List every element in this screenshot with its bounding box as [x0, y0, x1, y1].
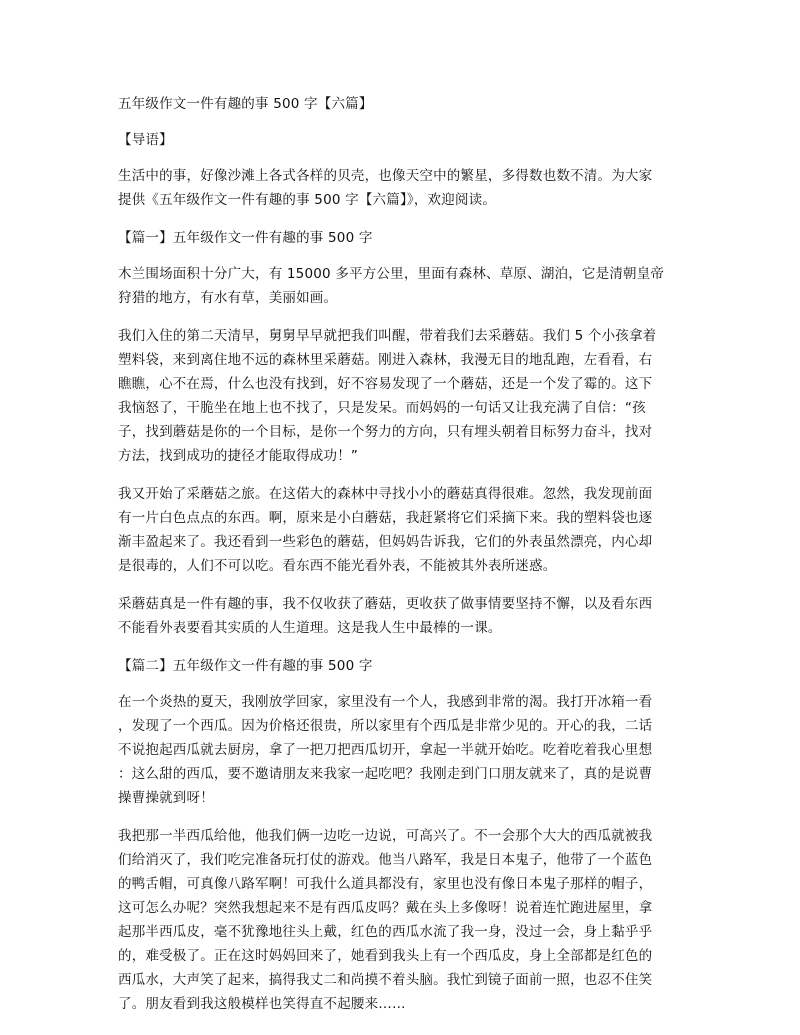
- section-1-paragraph-2: [118, 324, 690, 468]
- section-2-paragraph-2: [118, 824, 690, 1016]
- text-line: 在一个炎热的夏天，我刚放学回家，家里没有一个人，我感到非常的渴。我打开冰箱一看: [118, 694, 653, 710]
- text-line: 不说抱起西瓜就去厨房，拿了一把刀把西瓜切开，拿起一半就开始吃。吃着吃着我心里想: [118, 742, 653, 758]
- text-line: 西瓜水，大声笑了起来，搞得我丈二和尚摸不着头脑。我忙到镜子面前一照，也忍不住笑: [118, 972, 653, 988]
- section-1-paragraph-3: [118, 482, 690, 578]
- text-line: 的鸭舌帽，可真像八路军啊！可我什么道具都没有，家里也没有像日本鬼子那样的帽子，: [118, 876, 653, 892]
- text-line: 了。朋友看到我这般模样也笑得直不起腰来……: [118, 996, 406, 1012]
- text-line: 生活中的事，好像沙滩上各式各样的贝壳，也像天空中的繁星，多得数也数不清。为大家: [118, 168, 653, 184]
- text-line: 渐丰盈起来了。我还看到一些彩色的蘑菇，但妈妈告诉我，它们的外表虽然漂亮，内心却: [118, 534, 653, 550]
- text-line: 我又开始了采蘑菇之旅。在这偌大的森林中寻找小小的蘑菇真得很难。忽然，我发现前面: [118, 486, 653, 502]
- section-1-paragraph-4: [118, 592, 690, 640]
- text-line: 塑料袋，来到离住地不远的森林里采蘑菇。刚进入森林，我漫无目的地乱跑，左看看，右: [118, 352, 653, 368]
- text-line: 瞧瞧，心不在焉，什么也没有找到，好不容易发现了一个蘑菇，还是一个发了霉的。这下: [118, 376, 653, 392]
- text-line: 操曹操就到呀！: [118, 790, 214, 806]
- text-line: ：这么甜的西瓜，要不邀请朋友来我家一起吃吧？我刚走到门口朋友就来了，真的是说曹: [118, 766, 653, 782]
- text-line: 起那半西瓜皮，毫不犹豫地往头上戴，红色的西瓜水流了我一身，没过一会，身上黏乎乎: [118, 924, 653, 940]
- text-line: 的，难受极了。正在这时妈妈回来了，她看到我头上有一个西瓜皮，身上全部都是红色的: [118, 948, 653, 964]
- text-line: 有一片白色点点的东西。啊，原来是小白蘑菇，我赶紧将它们采摘下来。我的塑料袋也逐: [118, 510, 653, 526]
- section-1-paragraph-1: [118, 262, 690, 310]
- guide-heading: 【导语】: [118, 132, 173, 148]
- text-line: 采蘑菇真是一件有趣的事，我不仅收获了蘑菇，更收获了做事情要坚持不懈，以及看东西: [118, 596, 653, 612]
- text-line: 我恼怒了，干脆坐在地上也不找了，只是发呆。而妈妈的一句话又让我充满了自信：“孩: [118, 400, 646, 416]
- text-line: 我把那一半西瓜给他，他我们俩一边吃一边说，可高兴了。不一会那个大大的西瓜就被我: [118, 828, 653, 844]
- text-line: 方法，找到成功的捷径才能取得成功！”: [118, 448, 359, 464]
- document-title: 五年级作文一件有趣的事 500 字【六篇】: [118, 96, 373, 112]
- text-line: 们给消灭了，我们吃完准备玩打仗的游戏。他当八路军，我是日本鬼子，他带了一个蓝色: [118, 852, 653, 868]
- text-line: 木兰围场面积十分广大，有 15000 多平方公里，里面有森林、草原、湖泊，它是清朝皇帝: [118, 266, 665, 282]
- section-2-heading: 【篇二】五年级作文一件有趣的事 500 字: [118, 658, 373, 674]
- text-line: 我们入住的第二天清早，舅舅早早就把我们叫醒，带着我们去采蘑菇。我们 5 个小孩拿着: [118, 328, 657, 344]
- text-line: ，发现了一个西瓜。因为价格还很贵，所以家里有个西瓜是非常少见的。开心的我，二话: [118, 718, 653, 734]
- section-2-paragraph-1: [118, 690, 690, 810]
- text-line: 是很毒的，人们不可以吃。看东西不能光看外表，不能被其外表所迷惑。: [118, 558, 557, 574]
- text-line: 狩猎的地方，有水有草，美丽如画。: [118, 290, 338, 306]
- text-line: 不能看外表要看其实质的人生道理。这是我人生中最棒的一课。: [118, 620, 502, 636]
- text-line: 子，找到蘑菇是你的一个目标，是你一个努力的方向，只有埋头朝着目标努力奋斗，找对: [118, 424, 653, 440]
- text-line: 提供《五年级作文一件有趣的事 500 字【六篇】》，欢迎阅读。: [118, 192, 497, 208]
- section-1-heading: 【篇一】五年级作文一件有趣的事 500 字: [118, 230, 373, 246]
- text-line: 这可怎么办呢？突然我想起来不是有西瓜皮吗？戴在头上多像呀！说着连忙跑进屋里，拿: [118, 900, 653, 916]
- intro-paragraph: [118, 164, 690, 212]
